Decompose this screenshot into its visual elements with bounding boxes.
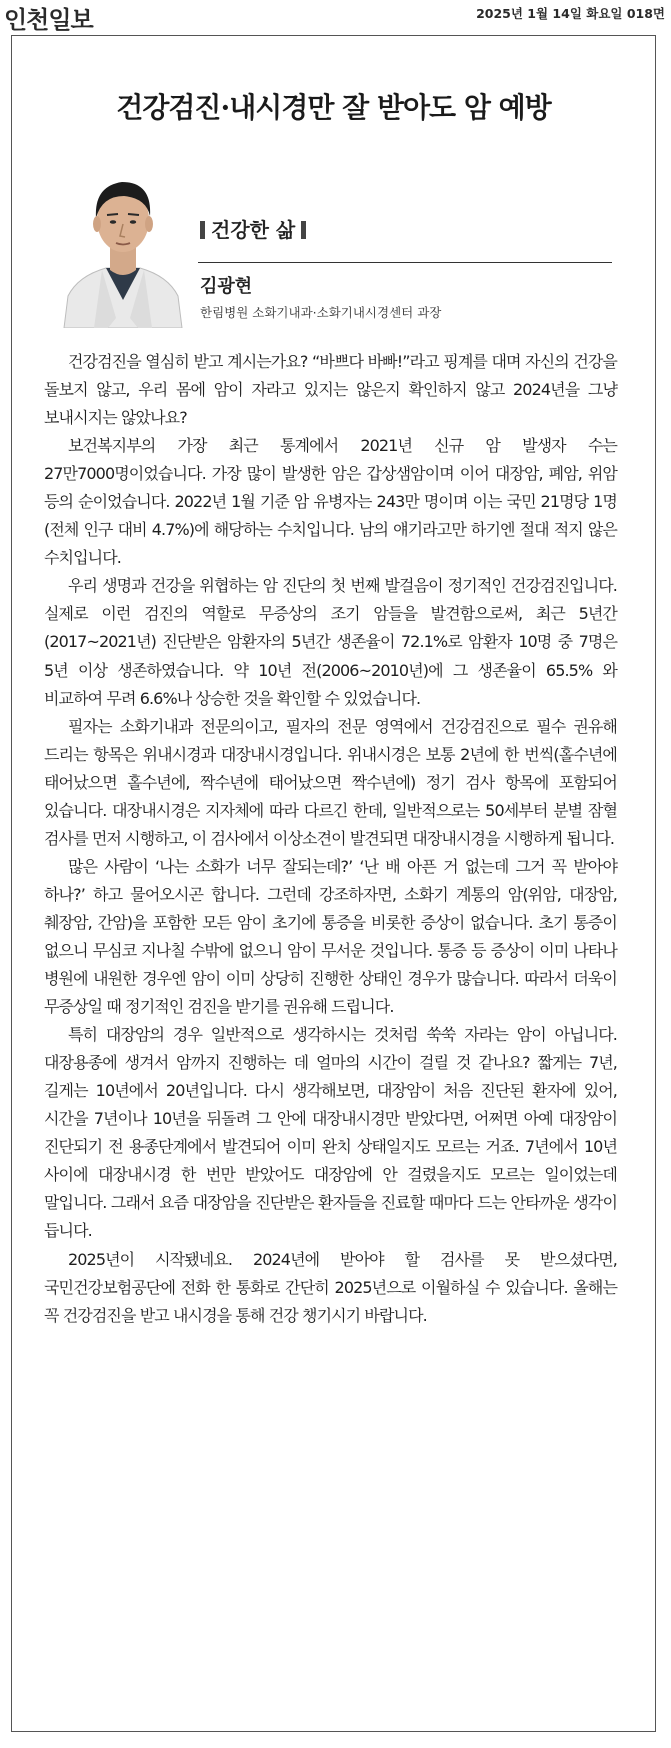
headline: 건강검진·내시경만 잘 받아도 암 예방 bbox=[116, 91, 551, 124]
column-name-label: 건강한 삶 bbox=[211, 218, 296, 242]
article-body bbox=[44, 348, 617, 1330]
column-name bbox=[200, 214, 306, 243]
newspaper-logo: 인천일보 bbox=[4, 6, 93, 34]
paragraph: 2025년이 시작됐네요. 2024년에 받아야 할 검사를 못 받으셨다면, 국민건강보험공단에 전화 한 통화로 간단히 2025년으로 이월하실 수 있습니다. 올해는 꼭 건강검진을 받고 내시경을 통해 건강 챙기시기 바랍니다. bbox=[44, 1249, 617, 1325]
dateline: 2025년 1월 14일 화요일 018면 bbox=[476, 6, 665, 21]
column-bar-left bbox=[200, 221, 205, 239]
author-portrait-illustration bbox=[58, 168, 188, 328]
paragraph: 보건복지부의 가장 최근 통계에서 2021년 신규 암 발생자 수는 27만7000명이었습니다. 가장 많이 발생한 암은 갑상샘암이며 이어 대장암, 폐암, 위암 등의 순이었습니다. 2022년 1월 기준 암 유병자는 243만 명이며 이는 국민 21명당 1명 (전체 인구 대비 4.7%)에 해당하는 수치입니다. 남의 얘기라고만 하기엔 절대 적지 않은 수치입니다. bbox=[44, 436, 617, 568]
author-affiliation: 한림병원 소화기내과·소화기내시경센터 과장 bbox=[200, 305, 442, 320]
paragraph: 특히 대장암의 경우 일반적으로 생각하시는 것처럼 쑥쑥 자라는 암이 아닙니다. 대장용종에 생겨서 암까지 진행하는 데 얼마의 시간이 걸릴 것 같나요? 짧게는 7년, 길게는 10년에서 20년입니다. 다시 생각해보면, 대장암이 처음 진단된 환자에 있어, 시간을 7년이나 10년을 뒤돌려 그 안에 대장내시경만 받았다면, 어쩌면 아예 대장암이 진단되기 전 용종단계에서 발견되어 이미 완치 상태일지도 모르는 거죠. 7년에서 10년 사이에 대장내시경 한 번만 받았어도 대장암에 안 걸렸을지도 모르는 일이었는데 말입니다. 그래서 요즘 대장암을 진단받은 환자들을 진료할 때마다 드는 안타까운 생각이 듭니다. bbox=[44, 1025, 617, 1241]
paragraph: 많은 사람이 ‘나는 소화가 너무 잘되는데?’ ‘난 배 아픈 거 없는데 그거 꼭 받아야 하나?’ 하고 물어오시곤 합니다. 그런데 강조하자면, 소화기 계통의 암(위암, 대장암, 췌장암, 간암)을 포함한 모든 암이 초기에 통증을 비롯한 증상이 없습니다. 초기 통증이 없으니 무심코 지나칠 수밖에 없으니 암이 무서운 것입니다. 통증 등 증상이 이미 나타나 병원에 내원한 경우엔 암이 이미 상당히 진행한 상태인 경우가 많습니다. 따라서 더욱이 무증상일 때 정기적인 검진을 받기를 권유해 드립니다. bbox=[44, 856, 617, 1017]
paragraph: 우리 생명과 건강을 위협하는 암 진단의 첫 번째 발걸음이 정기적인 건강검진입니다. 실제로 이런 검진의 역할로 무증상의 조기 암들을 발견함으로써, 최근 5년간(2017~2021년) 진단받은 암환자의 5년간 생존율이 72.1%로 암환자 10명 중 7명은 5년 이상 생존하였습니다. 약 10년 전(2006~2010년)에 그 생존율이 65.5% 와 비교하여 무려 6.6%나 상승한 것을 확인할 수 있었습니다. bbox=[44, 576, 617, 708]
author-photo bbox=[58, 168, 188, 328]
masthead bbox=[0, 0, 671, 34]
column-bar-right bbox=[301, 221, 306, 239]
column-divider bbox=[198, 262, 612, 263]
author-name: 김광현 bbox=[200, 276, 253, 297]
paragraph: 건강검진을 열심히 받고 계시는가요? “바쁘다 바빠!”라고 핑계를 대며 자신의 건강을 돌보지 않고, 우리 몸에 암이 자라고 있지는 않은지 확인하지 않고 2024년을 그냥 보내시지는 않았나요? bbox=[44, 352, 617, 428]
paragraph: 필자는 소화기내과 전문의이고, 필자의 전문 영역에서 건강검진으로 필수 권유해 드리는 항목은 위내시경과 대장내시경입니다. 위내시경은 보통 2년에 한 번씩(홀수년에 태어났으면 홀수년에, 짝수년에 태어났으면 짝수년에) 정기 검사 항목에 포함되어 있습니다. 대장내시경은 지자체에 따라 다르긴 한데, 일반적으로는 50세부터 분별 잠혈 검사를 먼저 시행하고, 이 검사에서 이상소견이 발견되면 대장내시경을 시행하게 됩니다. bbox=[44, 716, 617, 848]
